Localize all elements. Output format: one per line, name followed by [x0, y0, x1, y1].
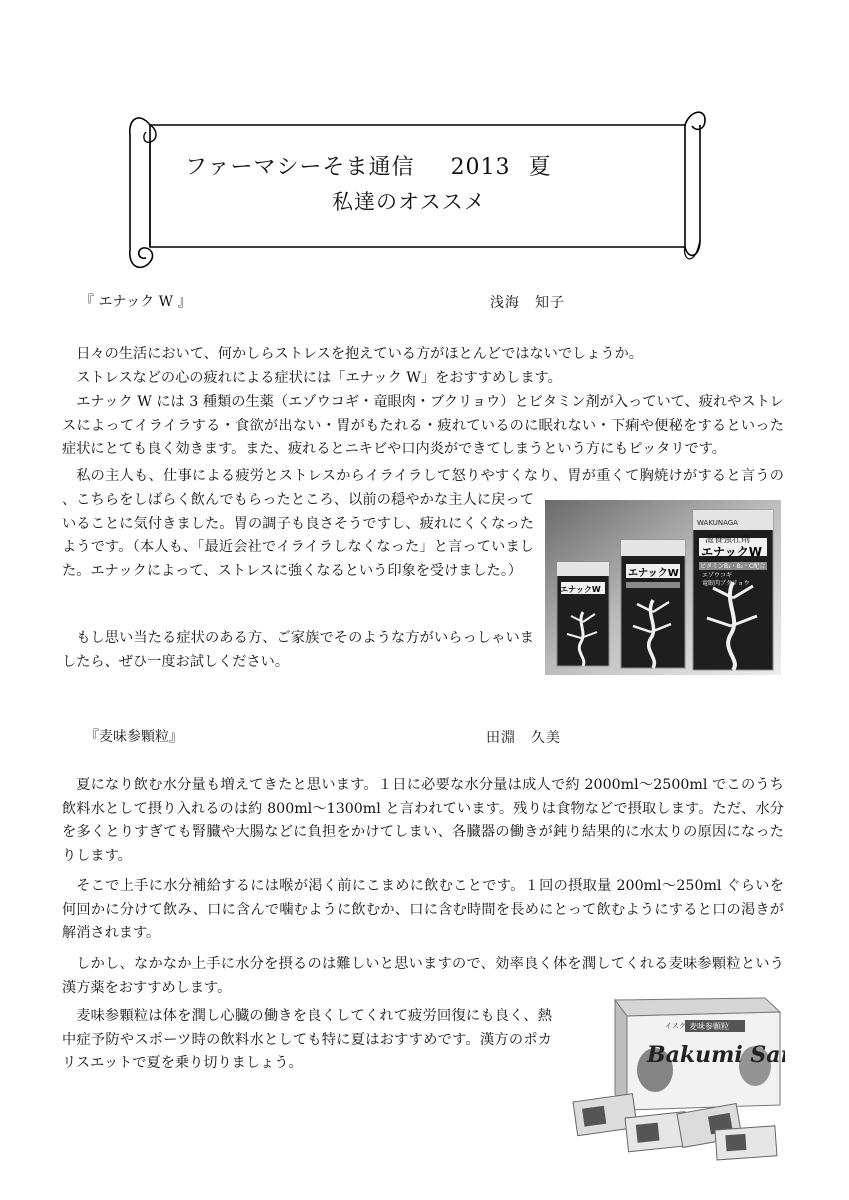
enack-name-text-small: エナックW	[560, 585, 601, 594]
enack-w-product-image	[545, 500, 781, 675]
section1-paragraph-4-line1: 私の主人も、仕事による疲労とストレスからイライラして怒りやすくなり、胃が重くて胸焼けがすると言うの	[76, 468, 784, 484]
section2-paragraph-3: しかし、なかなか上手に水分を摂るのは難しいと思いますので、効率良く体を潤してくれる麦味参顆粒という漢方薬をおすすめします。	[62, 956, 784, 996]
section2-paragraph-1: 夏になり飲む水分量も増えてきたと思います。１日に必要な水分量は成人で約 2000ml〜2500ml でこのうち飲料水として摂り入れるのは約 800ml〜1300ml と言われています。残りは食物などで摂取します。ただ、水分を多くとりすぎても腎臓や大腸などに負担をかけてしまい、各臓器の働きが鈍り結果的に水太りの原因になったりします。	[62, 777, 784, 864]
enack-brand-text: WAKUNAGA	[697, 519, 738, 527]
section1-paragraph-5: もし思い当たる症状のある方、ご家族でそのような方がいらっしゃいましたら、ぜひ一度お試しください。	[62, 630, 534, 670]
enack-category-text: 滋養強壮剤	[705, 535, 751, 545]
section2-heading: 『麦味参顆粒』	[85, 729, 183, 745]
section2-paragraph-4: 麦味参顆粒は体を潤し心臓の働きを良くしてくれて疲労回復にも良く、熱中症予防やスポーツ時の飲料水としても特に夏はおすすめです。漢方のポカリスエットで夏を乗り切りましょう。	[62, 1008, 552, 1071]
enack-name-text: エナックW	[701, 545, 762, 559]
section1-paragraph-3: エナック W には 3 種類の生薬（エゾウコギ・竜眼肉・ブクリョウ）とビタミン剤が入っていて、疲れやストレスによってイライラする・食欲が出ない・胃がもたれる・疲れているのに眠れない・下痢や便秘をするといった症状にとても良く効きます。また、疲れるとニキビや口内炎ができてしまうという方にもピッタリです。	[62, 394, 784, 457]
section1-paragraph-4: 、こちらをしばらく飲んでもらったところ、以前の穏やかな主人に戻っていることに気付きました。胃の調子も良さそうですし、疲れにくくなったようです。（本人も、「最近会社でイライラしなくなった」と言っていました。エナックによって、ストレスに強くなるという印象を受けました。）	[62, 492, 534, 579]
bakumisan-product-image	[565, 990, 785, 1165]
banner-title-main: ファーマシーそま通信	[185, 155, 415, 180]
enack-name-text-medium: エナックW	[628, 568, 679, 579]
banner-title	[185, 150, 615, 181]
bakumisan-logo-text: Bakumi San	[647, 1042, 785, 1068]
section2-paragraph-2: そこで上手に水分補給するには喉が渇く前にこまめに飲むことです。１回の摂取量 200ml〜250ml ぐらいを何回かに分けて飲み、口に含んで噛むように飲むか、口に含む時間を長めにとって飲むようにすると口の渇きが解消されます。	[62, 878, 784, 941]
section1-paragraph-1: 日々の生活において、何かしらストレスを抱えている方がほとんどではないでしょうか。	[76, 346, 643, 362]
section1-paragraph-2: ストレスなどの心の疲れによる症状には「エナック W」をおすすめします。	[76, 370, 562, 386]
enack-herb-text: エゾウコギ	[702, 572, 733, 579]
section2-author: 田淵 久美	[486, 730, 561, 746]
title-banner	[110, 100, 710, 280]
enack-vitamin-text: ビタミンB₁・B₂・C配合	[700, 563, 766, 570]
banner-title-season: 夏	[528, 155, 552, 180]
bakumisan-name-jp: 麦味参顆粒	[689, 1022, 729, 1031]
section1-author: 浅海 知子	[490, 295, 565, 311]
banner-title-year: 2013	[450, 155, 511, 180]
enack-herb-text-2: 竜眼肉ブクリョウ	[702, 580, 750, 587]
bakumisan-maker-text: イスクラ	[665, 1022, 693, 1030]
banner-subtitle: 私達のオススメ	[332, 190, 486, 214]
section1-heading: 『 エナック W 』	[80, 294, 192, 310]
